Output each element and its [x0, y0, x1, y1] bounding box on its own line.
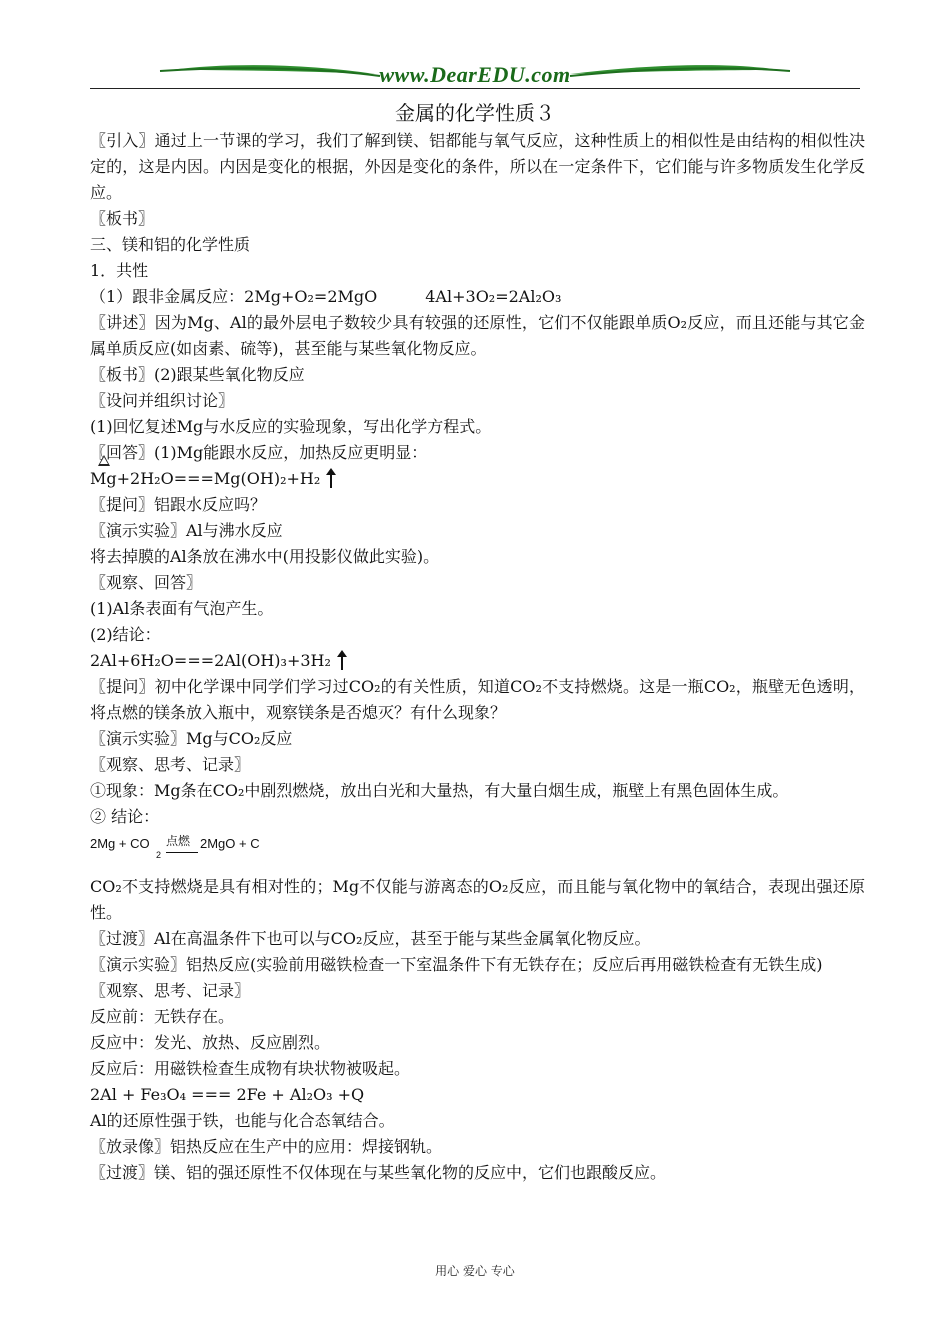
page-footer: 用心 爱心 专心 [435, 1264, 515, 1278]
header-rule [90, 88, 860, 89]
paragraph: 〖放录像〗铝热反应在生产中的应用：焊接钢轨。 [90, 1137, 443, 1156]
equation-text: Mg+2H₂O===Mg(OH)₂+H₂ [90, 469, 321, 488]
paragraph: 〖引入〗通过上一节课的学习，我们了解到镁、铝都能与氧气反应，这种性质上的相似性是由结构的相似性决定的，这是内因。内因是变化的根据，外因是变化的条件，所以在一定条件下，它们能与许多物质发生化学反应。 [90, 131, 865, 202]
paragraph: ② 结论： [90, 807, 160, 826]
site-url[interactable]: www.DearEDU.com [379, 62, 571, 87]
page-title: 金属的化学性质３ [395, 101, 555, 125]
paragraph: 〖观察、思考、记录〗 [90, 755, 251, 774]
paragraph: 〖观察、回答〗 [90, 573, 203, 592]
paragraph: 〖板书〗 [90, 209, 155, 228]
paragraph: 〖观察、思考、记录〗 [90, 981, 251, 1000]
paragraph: 〖板书〗(2)跟某些氧化物反应 [90, 365, 305, 384]
equation-bar [166, 852, 198, 853]
equation-condition: 点燃 [166, 834, 191, 848]
paragraph: (1)回忆复述Mg与水反应的实验现象，写出化学方程式。 [90, 417, 492, 436]
equation-text: 2Al+6H₂O===2Al(OH)₃+3H₂ [90, 651, 331, 670]
subsection-heading: 1．共性 [90, 261, 149, 280]
paragraph: 反应中：发光、放热、反应剧烈。 [90, 1033, 331, 1052]
heat-equation [90, 466, 320, 492]
paragraph: （1）跟非金属反应：2Mg+O₂=2MgO 4Al+3O₂=2Al₂O₃ [90, 287, 562, 306]
paragraph: 〖演示实验〗Al与沸水反应 [90, 521, 283, 540]
paragraph: 〖提问〗初中化学课中同学们学习过CO₂的有关性质，知道CO₂不支持燃烧。这是一瓶CO₂，瓶壁无色透明，将点燃的镁条放入瓶中，观察镁条是否熄灭？有什么现象？ [90, 677, 865, 722]
heat-triangle-icon [98, 455, 110, 466]
equation [90, 466, 865, 492]
paragraph: (2)结论： [90, 625, 161, 644]
section-heading: 三、镁和铝的化学性质 [90, 235, 251, 254]
paragraph: Al的还原性强于铁，也能与化合态氧结合。 [90, 1111, 395, 1130]
document-body [90, 128, 865, 1186]
site-header-banner [90, 58, 860, 90]
equation-right: 2MgO + C [200, 836, 260, 851]
paragraph: (1)Al条表面有气泡产生。 [90, 599, 274, 618]
paragraph: 〖过渡〗镁、铝的强还原性不仅体现在与某些氧化物的反应中，它们也跟酸反应。 [90, 1163, 667, 1182]
combustion-equation-image [90, 830, 865, 874]
paragraph: 〖回答〗(1)Mg能跟水反应，加热反应更明显： [90, 443, 428, 462]
paragraph: 〖提问〗铝跟水反应吗？ [90, 495, 267, 514]
paragraph: CO₂不支持燃烧是具有相对性的；Mg不仅能与游离态的O₂反应，而且能与氧化物中的氧结合，表现出强还原性。 [90, 877, 865, 922]
paragraph: 反应前：无铁存在。 [90, 1007, 235, 1026]
paragraph: 〖演示实验〗Mg与CO₂反应 [90, 729, 293, 748]
equation-subscript: 2 [156, 850, 162, 860]
gas-arrow-icon [337, 650, 347, 670]
paragraph: 反应后：用磁铁检查生成物有块状物被吸起。 [90, 1059, 411, 1078]
equation-left: 2Mg + CO [90, 836, 150, 851]
paragraph: 〖设问并组织讨论〗 [90, 391, 235, 410]
paragraph: 将去掉膜的Al条放在沸水中(用投影仪做此实验)。 [90, 547, 440, 566]
paragraph: 〖过渡〗Al在高温条件下也可以与CO₂反应，甚至于能与某些金属氧化物反应。 [90, 929, 651, 948]
equation: 2Al + Fe₃O₄ === 2Fe + Al₂O₃ +Q [90, 1085, 365, 1104]
paragraph: 〖讲述〗因为Mg、Al的最外层电子数较少具有较强的还原性，它们不仅能跟单质O₂反应，而且还能与其它金属单质反应(如卤素、硫等)，甚至能与某些氧化物反应。 [90, 313, 865, 358]
paragraph: 〖演示实验〗铝热反应(实验前用磁铁检查一下室温条件下有无铁存在；反应后再用磁铁检查有无铁生成) [90, 955, 823, 974]
gas-arrow-icon [326, 468, 336, 488]
paragraph: ①现象：Mg条在CO₂中剧烈燃烧，放出白光和大量热，有大量白烟生成，瓶壁上有黑色固体生成。 [90, 781, 789, 800]
equation [90, 648, 865, 674]
